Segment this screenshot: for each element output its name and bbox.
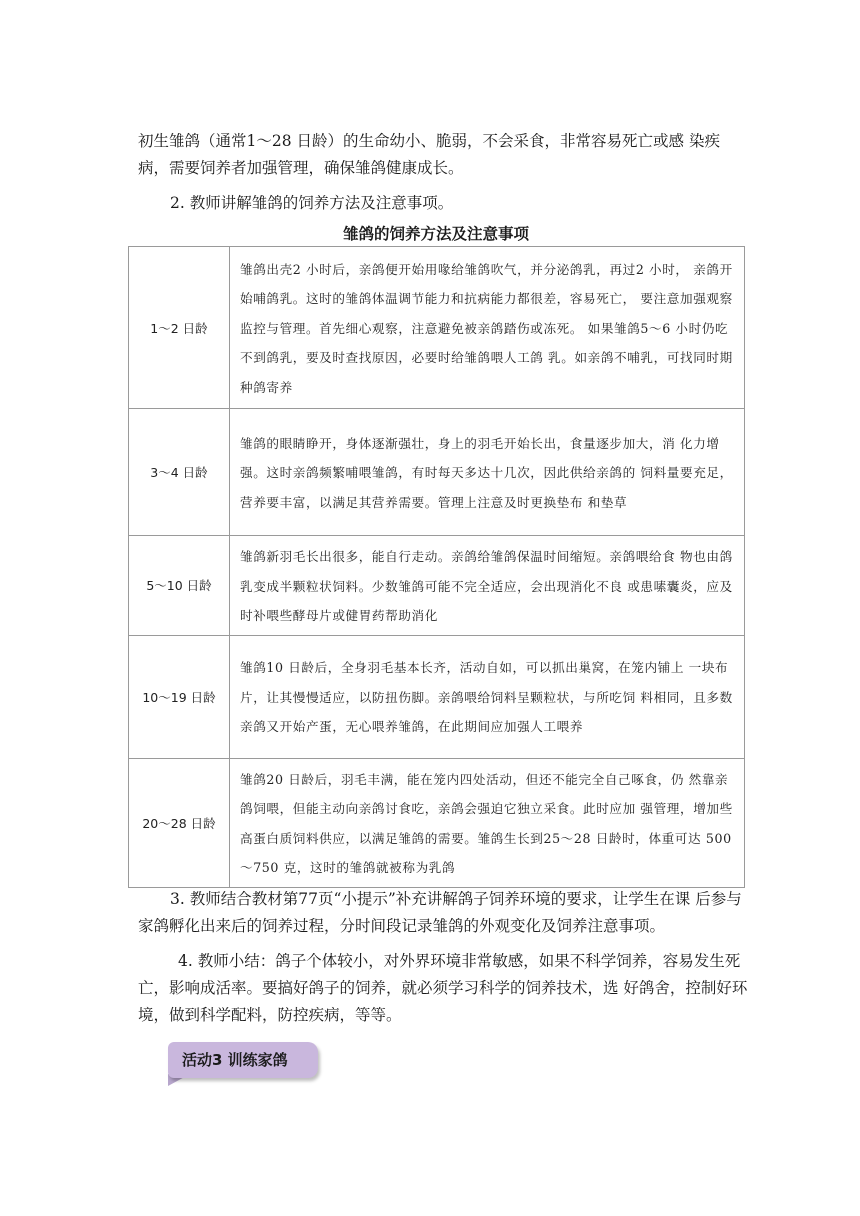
activity-label: 活动3 训练家鸽 <box>182 1051 288 1069</box>
table-title: 雏鸽的饲养方法及注意事项 <box>342 225 529 243</box>
step2-paragraph: 2. 教师讲解雏鸽的饲养方法及注意事项。 <box>170 194 454 212</box>
age-cell: 5～10 日龄 <box>129 536 230 636</box>
step3-paragraph: 3. 教师结合教材第77页“小提示”补充讲解鸽子饲养环境的要求，让学生在课 后参与家鸽孵化出来后的饲养过程，分时间段记录雏鸽的外观变化及饲养注意事项。 <box>138 890 742 935</box>
activity-banner <box>168 1042 318 1078</box>
age-cell: 3～4 日龄 <box>129 409 230 536</box>
table-row <box>129 247 745 409</box>
step4-paragraph: 4. 教师小结：鸽子个体较小，对外界环境非常敏感，如果不科学饲养，容易发生死亡，影响成活率。要搞好鸽子的饲养，就必须学习科学的饲养技术，选 好鸽舍，控制好环境，做到科学配料，防控疾病，等等。 <box>138 952 748 1024</box>
table-row <box>129 409 745 536</box>
age-cell: 1～2 日龄 <box>129 247 230 409</box>
age-cell: 20～28 日龄 <box>129 758 230 887</box>
description-cell: 雏鸽新羽毛长出很多，能自行走动。亲鸽给雏鸽保温时间缩短。亲鸽喂给食 物也由鸽乳变成半颗粒状饲料。少数雏鸽可能不完全适应，会出现消化不良 或患嗉囊炎，应及时补喂些酵母片或健胃药帮助消化 <box>230 536 745 636</box>
table-row <box>129 536 745 636</box>
description-cell: 雏鸽的眼睛睁开，身体逐渐强壮，身上的羽毛开始长出，食量逐步加大，消 化力增强。这时亲鸽频繁哺喂雏鸽，有时每天多达十几次，因此供给亲鸽的 饲料量要充足，营养要丰富，以满足其营养需要。管理上注意及时更换垫布 和垫草 <box>230 409 745 536</box>
age-cell: 10～19 日龄 <box>129 635 230 758</box>
table-row <box>129 758 745 887</box>
table-row <box>129 635 745 758</box>
description-cell: 雏鸽20 日龄后，羽毛丰满，能在笼内四处活动，但还不能完全自己啄食，仍 然靠亲鸽饲喂，但能主动向亲鸽讨食吃，亲鸽会强迫它独立采食。此时应加 强管理，增加些高蛋白质饲料供应，以满足雏鸽的需要。雏鸽生长到25～28 日龄时，体重可达 500～750 克，这时的雏鸽就被称为乳鸽 <box>230 758 745 887</box>
intro-paragraph: 初生雏鸽（通常1～28 日龄）的生命幼小、脆弱，不会采食，非常容易死亡或感 染疾病，需要饲养者加强管理，确保雏鸽健康成长。 <box>138 132 720 177</box>
description-cell: 雏鸽10 日龄后，全身羽毛基本长齐，活动自如，可以抓出巢窝，在笼内铺上 一块布片，让其慢慢适应，以防扭伤脚。亲鸽喂给饲料呈颗粒状，与所吃饲 料相同，且多数亲鸽又开始产蛋，无心喂养雏鸽，在此期间应加强人工喂养 <box>230 635 745 758</box>
feeding-table <box>128 246 745 888</box>
description-cell: 雏鸽出壳2 小时后，亲鸽便开始用喙给雏鸽吹气，并分泌鸽乳，再过2 小时， 亲鸽开始哺鸽乳。这时的雏鸽体温调节能力和抗病能力都很差，容易死亡， 要注意加强观察监控与管理。首先细心观察，注意避免被亲鸽踏伤或冻死。 如果雏鸽5～6 小时仍吃不到鸽乳，要及时查找原因，必要时给雏鸽喂人工鸽 乳。如亲鸽不哺乳，可找同时期种鸽寄养 <box>230 247 745 409</box>
